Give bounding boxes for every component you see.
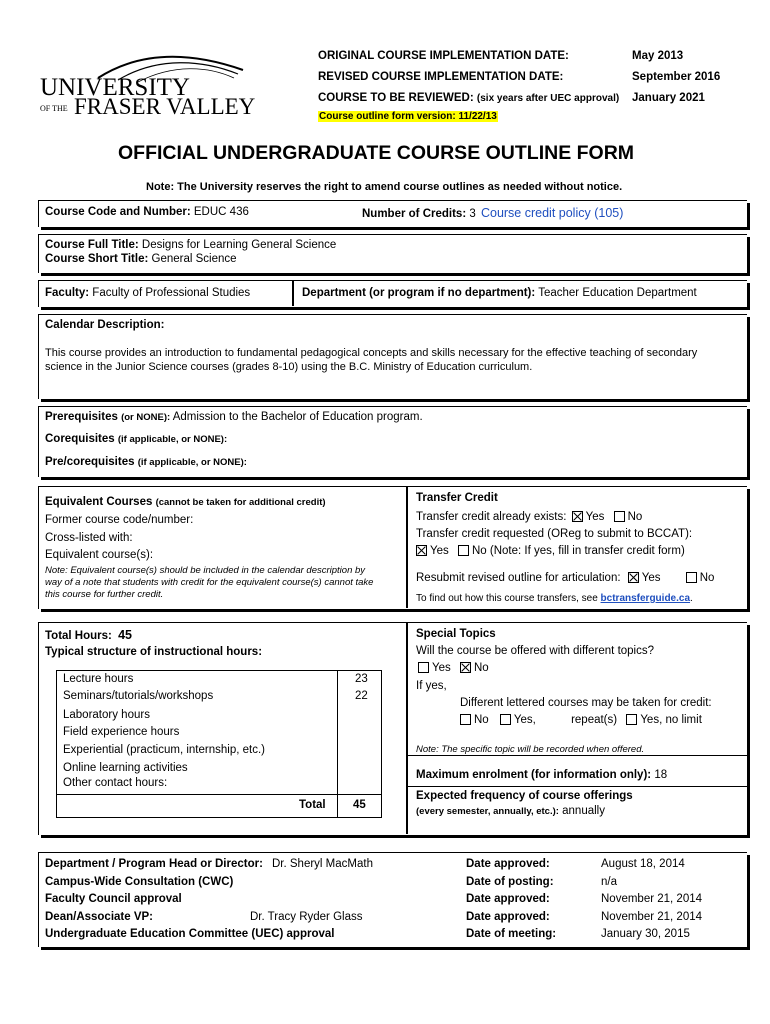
course-code [45, 206, 249, 218]
resubmit-yes: Yes [641, 572, 661, 584]
course-code-label: Course Code and Number: [45, 206, 191, 218]
faculty [45, 287, 250, 299]
prereq-value: Admission to the Bachelor of Education program. [172, 411, 423, 423]
special-topics-yes: Yes [432, 662, 451, 674]
cross-listed: Cross-listed with: [45, 532, 133, 544]
short-title-value: General Science [151, 253, 237, 265]
special-topics-heading: Special Topics [416, 628, 496, 640]
course-credit-policy-link[interactable]: Course credit policy (105) [480, 206, 624, 220]
approval-label: Undergraduate Education Committee (UEC) approval [45, 928, 335, 940]
logo-line-fraser-valley: FRASER VALLEY [74, 94, 256, 119]
hours-row-value: 22 [355, 690, 368, 702]
hours-row-label: Other contact hours: [63, 777, 168, 789]
frequency-divider [407, 786, 748, 787]
lettered-repeats: repeat(s) [571, 714, 618, 726]
special-topics-if-yes: If yes, [416, 680, 447, 692]
typical-structure-label: Typical structure of instructional hours: [45, 646, 263, 658]
short-title-label: Course Short Title: [45, 253, 149, 265]
hours-table [56, 670, 382, 818]
approver-name: Dr. Tracy Ryder Glass [250, 910, 363, 923]
calendar-description-line-1: This course provides an introduction to fundamental pedagogical concepts and skills necessary for the effective teaching of secondary [45, 347, 698, 359]
precoreq-label: Pre/corequisites [45, 456, 135, 468]
transfer-requested-row [416, 545, 685, 557]
resubmit-yes-checkbox[interactable] [628, 572, 639, 583]
transfer-guide-row [416, 593, 693, 604]
maximum-enrolment [416, 769, 667, 781]
approval-date: August 18, 2014 [601, 858, 685, 870]
transfer-exists-yes-checkbox[interactable] [572, 511, 583, 522]
university-logo [38, 52, 256, 122]
special-topics-question: Will the course be offered with different topics? [416, 645, 655, 657]
approval-label: Department / Program Head or Director: [45, 858, 263, 870]
hours-row-label: Online learning activities [63, 762, 188, 774]
logo-line-university: UNIVERSITY [40, 74, 190, 101]
transfer-exists-label: Transfer credit already exists: [416, 511, 567, 523]
transfer-exists-row [416, 511, 642, 523]
transfer-guide-label: To find out how this course transfers, see [416, 593, 598, 604]
equivalent-note-line-1: Note: Equivalent course(s) should be included in the calendar description by [45, 565, 366, 576]
lettered-no: No [474, 714, 489, 726]
frequency-value: annually [562, 805, 605, 817]
transfer-credit-heading: Transfer Credit [416, 492, 498, 504]
hours-special-divider [406, 622, 408, 834]
review-note: (six years after UEC approval) [476, 93, 620, 104]
resubmit-no-checkbox[interactable] [686, 572, 697, 583]
prereq-sub: (or NONE): [121, 412, 171, 423]
approval-date: November 21, 2014 [601, 893, 703, 905]
lettered-yes-checkbox[interactable] [500, 714, 511, 725]
revised-date-value: September 2016 [632, 71, 721, 83]
credits-label: Number of Credits: [362, 208, 467, 220]
approval-date: January 30, 2015 [601, 928, 690, 940]
special-topics-choice [418, 662, 489, 674]
transfer-requested-no-checkbox[interactable] [458, 545, 469, 556]
former-course-code: Former course code/number: [45, 514, 194, 526]
prereq-label: Prerequisites [45, 411, 118, 423]
equivalent-courses: Equivalent course(s): [45, 549, 154, 561]
review-date-label [318, 92, 619, 104]
original-date-label: ORIGINAL COURSE IMPLEMENTATION DATE: [318, 50, 569, 62]
transfer-requested-label: Transfer credit requested (OReg to submit to BCCAT): [416, 528, 693, 540]
approval-date: November 21, 2014 [601, 910, 703, 923]
review-label: COURSE TO BE REVIEWED: [318, 92, 474, 104]
equivalent-sub: (cannot be taken for additional credit) [155, 497, 326, 508]
resubmit-row [416, 572, 714, 584]
lettered-no-limit: Yes, no limit [640, 714, 702, 726]
frequency-sub: (every semester, annually, etc.): [416, 806, 559, 817]
total-hours-value: 45 [118, 628, 132, 642]
approval-date-label: Date of meeting: [466, 928, 557, 940]
credits-value: 3 [469, 208, 476, 220]
equivalent-courses-heading [45, 496, 326, 508]
original-date-value: May 2013 [632, 50, 684, 62]
form-version: Course outline form version: 11/22/13 [319, 111, 497, 122]
frequency-label: Expected frequency of course offerings [416, 790, 633, 802]
credits [362, 206, 623, 220]
full-title-label: Course Full Title: [45, 239, 139, 251]
resubmit-no: No [699, 572, 715, 584]
lettered-no-limit-checkbox[interactable] [626, 714, 637, 725]
prerequisites [45, 411, 423, 423]
page-title: OFFICIAL UNDERGRADUATE COURSE OUTLINE FORM [118, 142, 635, 164]
lettered-courses-options [460, 714, 702, 726]
equivalent-label: Equivalent Courses [45, 496, 153, 508]
course-code-value: EDUC 436 [193, 206, 249, 218]
approval-date-label: Date approved: [466, 893, 550, 905]
corequisites [45, 433, 227, 445]
max-enrolment-value: 18 [654, 769, 668, 781]
calendar-description-label: Calendar Description: [45, 319, 165, 331]
department [302, 287, 697, 299]
special-topics-note-divider [407, 755, 748, 756]
equivalent-note-line-3: this course for further credit. [45, 589, 164, 600]
lettered-yes: Yes, [513, 714, 536, 726]
special-topics-note: Note: The specific topic will be recorded when offered. [416, 744, 645, 755]
special-topics-no: No [473, 662, 489, 674]
approval-date: n/a [601, 875, 617, 888]
equivalent-transfer-divider [406, 486, 408, 608]
faculty-label: Faculty: [45, 287, 90, 299]
coreq-sub: (if applicable, or NONE): [117, 434, 228, 445]
approval-label: Faculty Council approval [45, 893, 182, 905]
transfer-requested-no-note: No (Note: If yes, fill in transfer credit form) [471, 545, 685, 557]
lettered-no-checkbox[interactable] [460, 714, 471, 725]
course-full-title [45, 239, 336, 251]
lettered-courses-label: Different lettered courses may be taken for credit: [460, 697, 712, 709]
transfer-requested-yes: Yes [430, 545, 449, 557]
transfer-exists-no-checkbox[interactable] [614, 511, 625, 522]
transfer-guide-period: . [690, 593, 693, 604]
full-title-value: Designs for Learning General Science [141, 239, 337, 251]
bctransferguide-link[interactable]: bctransferguide.ca [600, 593, 691, 604]
total-hours-label: Total Hours: [45, 630, 112, 642]
precoreq-sub: (if applicable, or NONE): [137, 457, 247, 468]
course-short-title [45, 253, 237, 265]
approver-name: Dr. Sheryl MacMath [272, 858, 373, 870]
approval-date-label: Date of posting: [466, 875, 554, 888]
hours-row-label: Seminars/tutorials/workshops [63, 690, 214, 702]
hours-row-label: Field experience hours [63, 726, 180, 738]
transfer-exists-yes: Yes [585, 511, 605, 523]
logo-of-the: OF THE [40, 104, 68, 113]
hours-table-value-divider [337, 671, 338, 817]
hours-total-divider [57, 794, 381, 795]
hours-total-value: 45 [353, 799, 366, 811]
transfer-requested-yes-checkbox[interactable] [416, 545, 427, 556]
faculty-divider [292, 280, 294, 306]
transfer-exists-no: No [627, 511, 643, 523]
hours-total-label: Total [299, 799, 326, 811]
faculty-value: Faculty of Professional Studies [92, 287, 251, 299]
calendar-description-line-2: science in the Junior Science courses (grades 8-10) using the B.C. Ministry of Education curriculum. [45, 361, 533, 373]
approval-date-label: Date approved: [466, 910, 550, 923]
department-value: Teacher Education Department [538, 287, 697, 299]
hours-row-value: 23 [355, 673, 368, 685]
hours-row-label: Lecture hours [63, 673, 134, 685]
special-topics-yes-checkbox[interactable] [418, 662, 429, 673]
frequency-row [416, 805, 605, 817]
department-label: Department (or program if no department): [302, 287, 536, 299]
resubmit-label: Resubmit revised outline for articulation: [416, 572, 621, 584]
coreq-label: Corequisites [45, 433, 115, 445]
review-date-value: January 2021 [632, 92, 705, 104]
approval-label: Dean/Associate VP: [45, 910, 154, 923]
revised-date-label: REVISED COURSE IMPLEMENTATION DATE: [318, 71, 564, 83]
approval-label: Campus-Wide Consultation (CWC) [45, 875, 234, 888]
pre-corequisites [45, 456, 247, 468]
total-hours [45, 628, 132, 642]
equivalent-note-line-2: way of a note that students with credit for the equivalent course(s) cannot take [45, 577, 374, 588]
hours-row-label: Laboratory hours [63, 709, 150, 721]
amend-note: Note: The University reserves the right to amend course outlines as needed without notice. [146, 181, 623, 193]
approval-date-label: Date approved: [466, 858, 550, 870]
max-enrolment-label: Maximum enrolment (for information only): [416, 769, 652, 781]
special-topics-no-checkbox[interactable] [460, 662, 471, 673]
hours-row-label: Experiential (practicum, internship, etc.) [63, 744, 265, 756]
